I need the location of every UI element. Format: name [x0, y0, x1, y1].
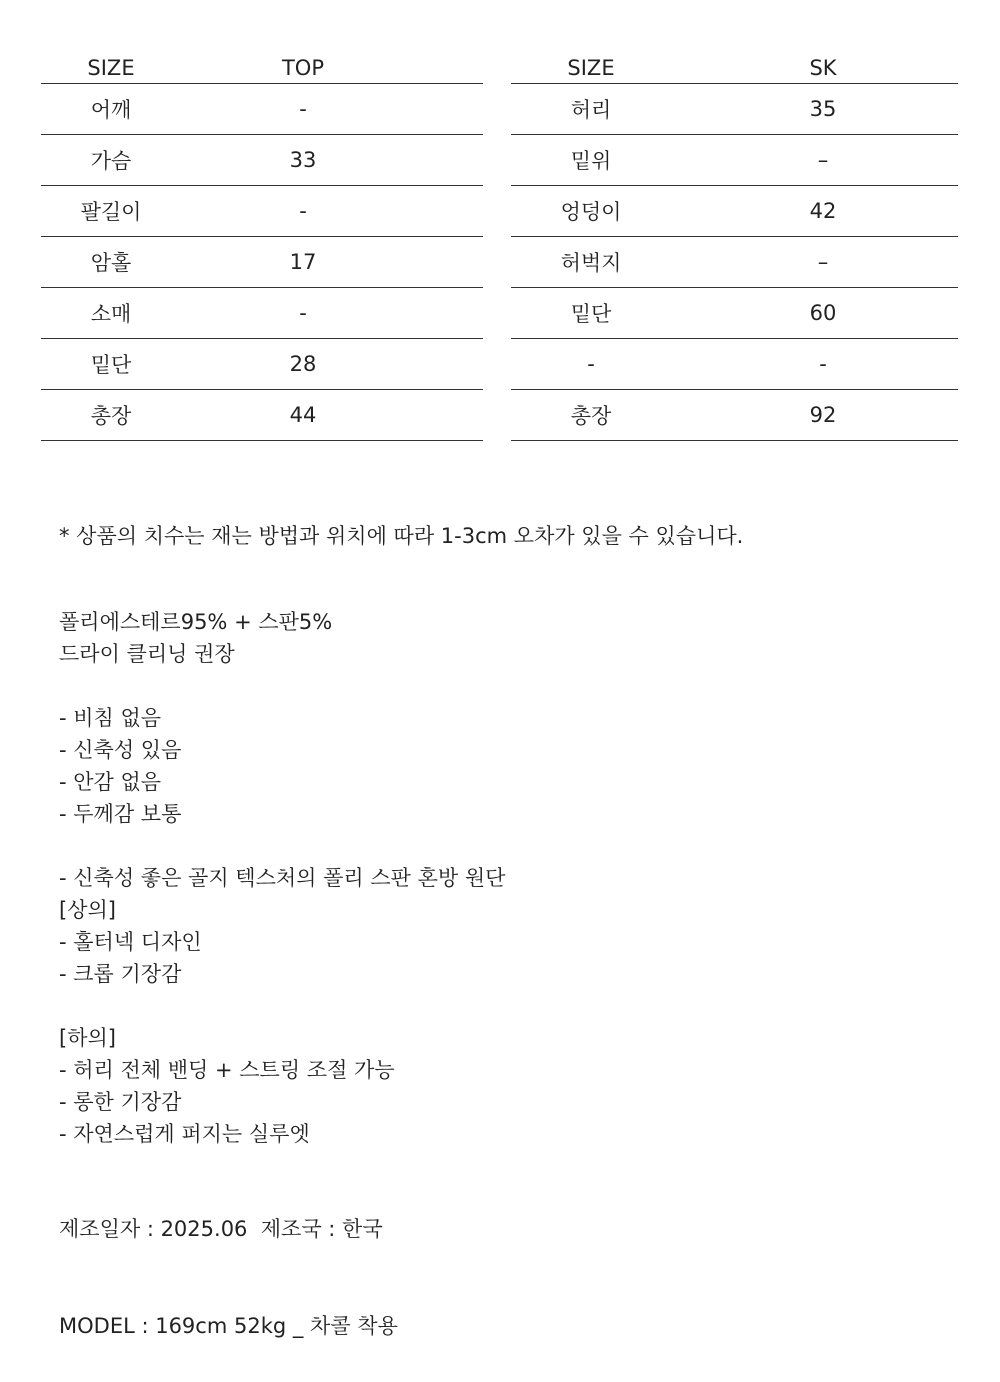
table-row: [41, 84, 483, 135]
row-label: 허리: [511, 84, 671, 135]
row-value-text: –: [817, 148, 829, 172]
top-header-text: TOP: [281, 56, 325, 80]
row-label: -: [511, 339, 671, 390]
detail-line: - 신축성 좋은 골지 텍스처의 폴리 스판 혼방 원단: [59, 866, 506, 890]
detail-line: [59, 830, 505, 862]
model-info: MODEL : 169cm 52kg _ 차콜 착용: [59, 1314, 398, 1338]
table-row: [511, 237, 958, 288]
detail-line: - 크롭 기장감: [59, 962, 182, 986]
sk-header-text: SK: [809, 56, 837, 80]
row-value-text: 60: [809, 301, 837, 325]
detail-line: [59, 990, 505, 1022]
row-value-text: -: [819, 352, 827, 376]
row-value: [181, 237, 483, 288]
measurement-notice: * 상품의 치수는 재는 방법과 위치에 따라 1-3cm 오차가 있을 수 있습니다.: [59, 524, 744, 548]
row-label: 가슴: [41, 135, 181, 186]
table-row: [41, 135, 483, 186]
sk-header: [671, 42, 958, 84]
row-value-text: –: [817, 250, 829, 274]
sk-table-header: [511, 42, 958, 84]
row-value: [181, 288, 483, 339]
row-value-text: -: [299, 301, 307, 325]
detail-line: - 안감 없음: [59, 770, 162, 794]
top-size-table: [41, 42, 483, 441]
table-row: [41, 390, 483, 441]
row-label: 밑위: [511, 135, 671, 186]
table-row: [511, 135, 958, 186]
row-label: 엉덩이: [511, 186, 671, 237]
row-value: [671, 186, 958, 237]
table-row: [511, 339, 958, 390]
detail-line: - 두께감 보통: [59, 802, 182, 826]
row-label: 밑단: [511, 288, 671, 339]
row-value: [181, 84, 483, 135]
row-value-text: 44: [289, 403, 317, 427]
detail-line: [상의]: [59, 898, 116, 922]
table-row: [511, 186, 958, 237]
row-value-text: 35: [809, 97, 837, 121]
detail-line: - 롱한 기장감: [59, 1090, 182, 1114]
row-value: [181, 186, 483, 237]
row-value-text: 42: [809, 199, 837, 223]
row-label: 총장: [511, 390, 671, 441]
detail-line: 폴리에스테르95% + 스판5%: [59, 610, 333, 634]
row-value: [671, 84, 958, 135]
row-value-text: 92: [809, 403, 837, 427]
detail-line: [하의]: [59, 1026, 116, 1050]
row-label: 소매: [41, 288, 181, 339]
detail-line: - 자연스럽게 퍼지는 실루엣: [59, 1122, 310, 1146]
detail-line: - 허리 전체 밴딩 + 스트링 조절 가능: [59, 1058, 395, 1082]
detail-line: - 홀터넥 디자인: [59, 930, 202, 954]
row-label: 어깨: [41, 84, 181, 135]
row-value-text: 28: [289, 352, 317, 376]
table-row: [511, 390, 958, 441]
row-label: 암홀: [41, 237, 181, 288]
row-value-text: 33: [289, 148, 317, 172]
detail-line: - 신축성 있음: [59, 738, 182, 762]
skirt-size-table: [511, 42, 958, 441]
manufacture-info: 제조일자 : 2025.06 제조국 : 한국: [59, 1217, 383, 1241]
size-header: SIZE: [511, 42, 671, 84]
row-value: [671, 339, 958, 390]
size-header: SIZE: [41, 42, 181, 84]
table-row: [511, 288, 958, 339]
row-value: [671, 390, 958, 441]
row-value: [181, 339, 483, 390]
row-value: [671, 288, 958, 339]
row-value-text: -: [299, 97, 307, 121]
top-table-header: [41, 42, 483, 84]
detail-line: - 비침 없음: [59, 706, 162, 730]
row-label: 총장: [41, 390, 181, 441]
detail-line: 드라이 클리닝 권장: [59, 642, 235, 666]
table-row: [41, 237, 483, 288]
table-row: [41, 339, 483, 390]
detail-line: [59, 670, 505, 702]
table-row: [511, 84, 958, 135]
row-label: 팔길이: [41, 186, 181, 237]
table-row: [41, 288, 483, 339]
row-value-text: -: [299, 199, 307, 223]
row-value: [181, 135, 483, 186]
top-header: [181, 42, 483, 84]
row-value-text: 17: [289, 250, 317, 274]
row-value: [671, 237, 958, 288]
product-details: [59, 606, 505, 1150]
table-row: [41, 186, 483, 237]
row-value: [671, 135, 958, 186]
row-value: [181, 390, 483, 441]
row-label: 허벅지: [511, 237, 671, 288]
row-label: 밑단: [41, 339, 181, 390]
